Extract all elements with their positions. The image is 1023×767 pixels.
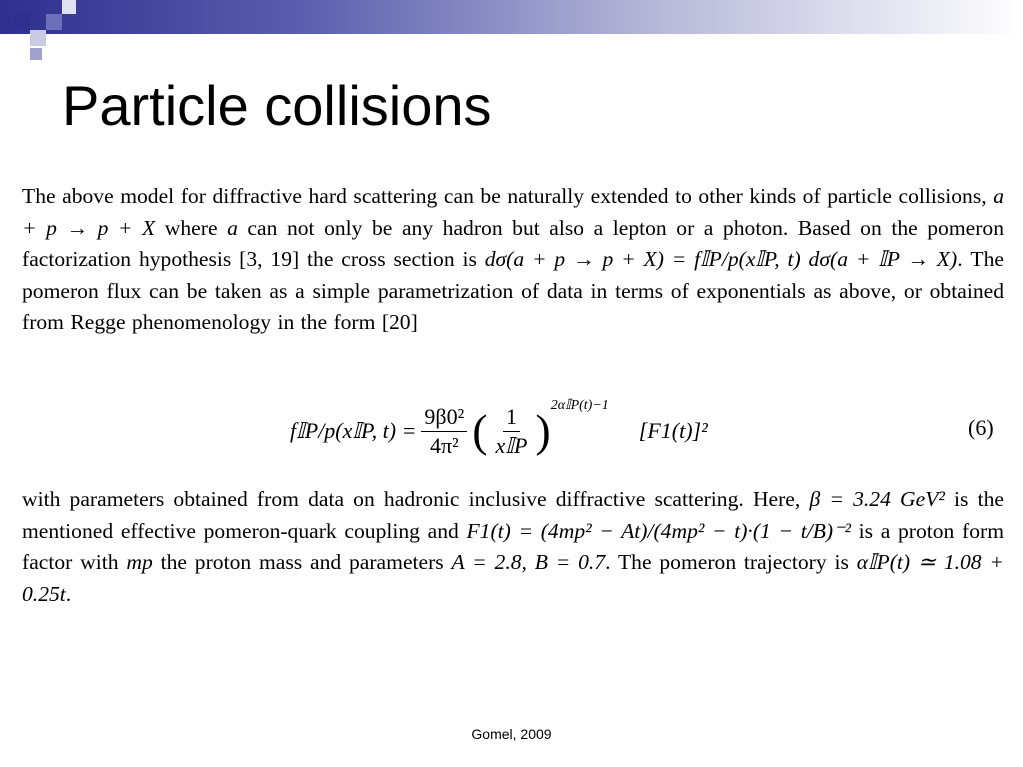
fraction-beta-denominator: 4π²	[429, 432, 459, 458]
params-text-e: . The pomeron trajectory is	[605, 550, 857, 574]
parameter-values: A = 2.8, B = 0.7	[451, 550, 606, 574]
paragraph-intro	[22, 181, 1004, 339]
logo-square-small	[30, 48, 42, 60]
equation-exponent: 2α𝕀P(t)−1	[550, 397, 609, 413]
params-text-a: with parameters obtained from data on hadronic inclusive diffractive scattering. Here,	[22, 487, 810, 511]
logo-square-mid	[46, 14, 62, 30]
equation-number: (6)	[968, 415, 994, 440]
left-paren: (	[472, 405, 488, 456]
slide-footer: Gomel, 2009	[471, 726, 552, 742]
right-paren: )	[535, 405, 551, 456]
form-factor-term: [F1(t)]²	[638, 418, 708, 443]
logo-square-pale	[62, 0, 76, 14]
reaction-formula: a + p → p + X	[22, 184, 1004, 240]
paragraph-parameters	[22, 484, 1004, 610]
variable-a: a	[227, 215, 238, 240]
slide-title: Particle collisions	[62, 74, 492, 137]
intro-text-c: can not only be any hadron but also a lepton or a photon. Based on the pomeron factorization hypothesis [3, 19] the cross section is	[22, 215, 1004, 271]
params-text-d: the proton mass and parameters	[152, 550, 452, 574]
intro-text-b: where	[155, 215, 228, 240]
logo-square-light	[30, 30, 46, 46]
header-gradient-bar	[0, 0, 1023, 34]
equation-lhs: f𝕀P/p(x𝕀P, t) =	[290, 418, 417, 443]
params-text-c: is a proton form factor with	[22, 518, 1004, 574]
cross-section-formula: dσ(a + p → p + X) = f𝕀P/p(x𝕀P, t) dσ(a + 𝕀P → X)	[484, 247, 958, 271]
pomeron-trajectory: α𝕀P(t) ≃ 1.08 + 0.25t	[22, 550, 1004, 606]
logo-square-dark	[14, 14, 30, 30]
intro-outro: . The pomeron flux can be taken as a simple parametrization of data in terms of exponentials as above, or obtained from Regge phenomenology in the form [20]	[22, 247, 1004, 334]
fraction-flux-numerator: 1	[503, 403, 520, 432]
form-factor-formula: F1(t) = (4mp² − At)/(4mp² − t)·(1 − t/B)⁻²	[466, 518, 851, 543]
beta-value: β = 3.24 GeV²	[809, 487, 945, 511]
fraction-beta-numerator: 9β0²	[421, 403, 467, 432]
intro-text-a: The above model for diffractive hard scattering can be naturally extended to other kinds of particle collisions,	[22, 184, 994, 208]
fraction-beta	[421, 403, 467, 460]
proton-mass-symbol: mp	[126, 550, 153, 574]
params-text-f: .	[65, 581, 72, 606]
fraction-flux	[493, 403, 531, 460]
fraction-flux-denominator: x𝕀P	[495, 432, 528, 458]
pomeron-flux-equation	[290, 398, 708, 464]
params-text-b: is the mentioned effective pomeron-quark coupling and	[22, 487, 1004, 543]
